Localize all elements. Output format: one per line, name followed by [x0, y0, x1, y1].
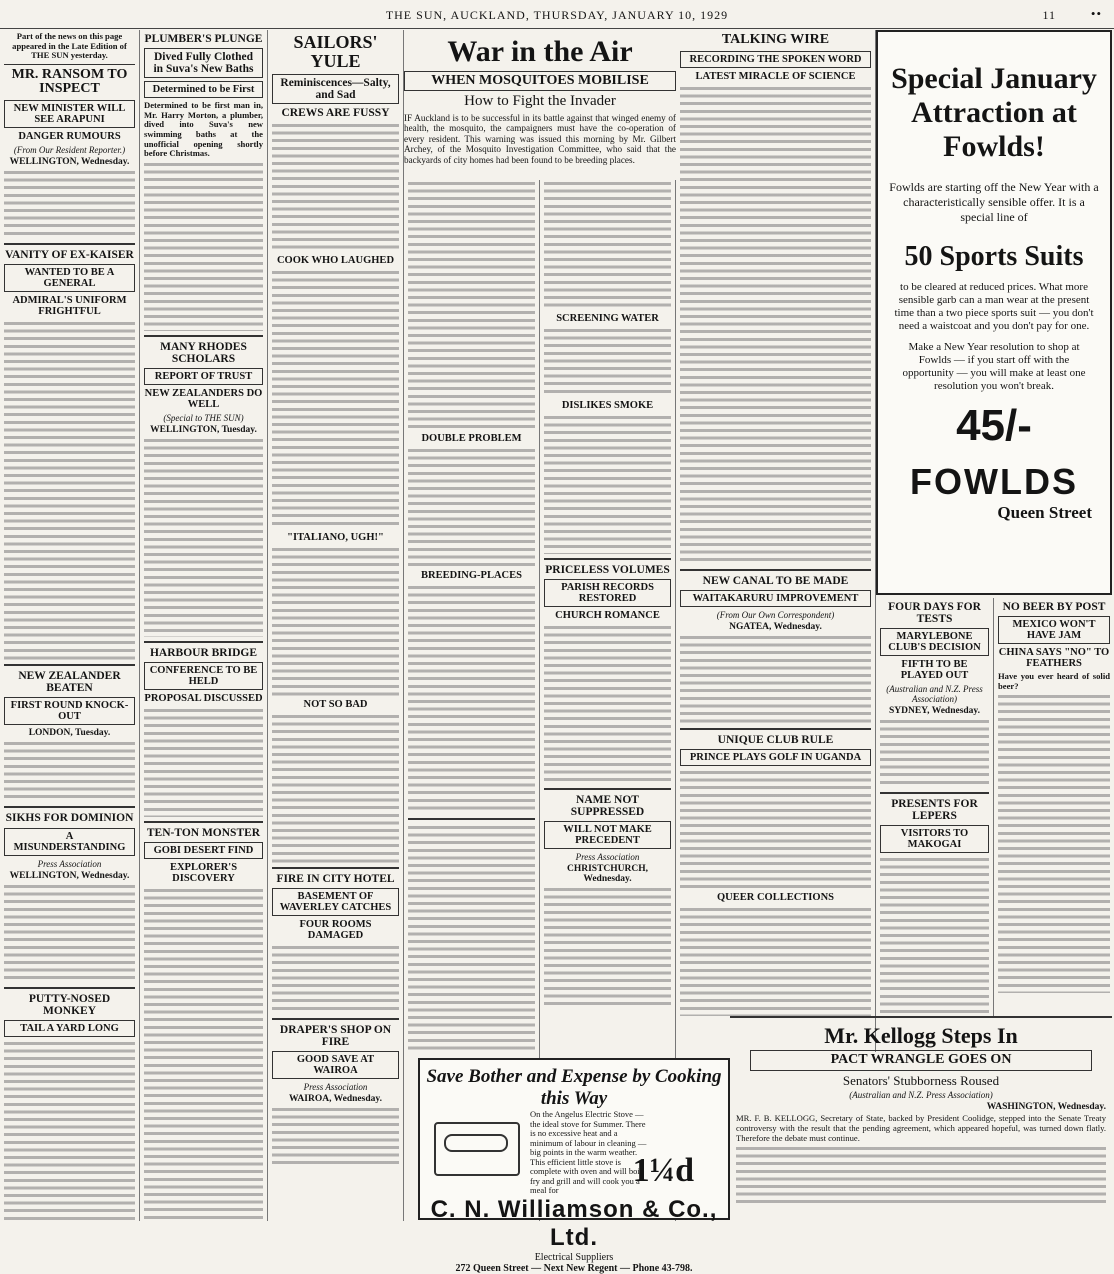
article-sailors-body-3 [272, 546, 399, 696]
williamson-address: 272 Queen Street — Next New Regent — Phone 43-798. [455, 1262, 693, 1274]
article-beer-body [998, 693, 1110, 993]
article-name-headline: NAME NOT SUPPRESSED [570, 794, 645, 819]
article-canal-body [680, 634, 871, 724]
williamson-company: C. N. Williamson & Co., Ltd. [430, 1195, 718, 1251]
article-beer-lead: Have you ever heard of solid beer? [998, 671, 1110, 691]
article-name-dateline: CHRISTCHURCH, Wednesday. [566, 864, 649, 885]
column-7 [876, 598, 994, 1016]
article-kellogg-headline: Mr. Kellogg Steps In [824, 1023, 1018, 1048]
article-kaiser-body [4, 320, 135, 660]
article-boxing-body [4, 740, 135, 802]
article-volumes-subhead: PARISH RECORDS RESTORED [544, 579, 671, 607]
article-tests-subhead: MARYLEBONE CLUB'S DECISION [880, 628, 989, 656]
article-draper-byline: Press Association [303, 1082, 368, 1093]
article-kellogg-body [736, 1145, 1106, 1207]
article-rhodes-subhead: REPORT OF TRUST [144, 368, 263, 385]
feature-body-1 [408, 180, 535, 430]
article-tests-headline: FOUR DAYS FOR TESTS [888, 601, 981, 626]
article-draper-body [272, 1106, 399, 1166]
article-plumber-lead: Determined to be first man in, Mr. Harry Morton, a plumber, dived into Suva's new swimming baths at the unofficial opening shortly before Christmas. [144, 100, 263, 159]
fowlds-price: 45/- [956, 401, 1032, 450]
article-bridge-body [144, 707, 263, 817]
article-hotel-fire-headline: FIRE IN CITY HOTEL [276, 873, 395, 886]
column-3 [268, 30, 404, 1221]
feature-lead: IF Auckland is to be successful in its battle against that winged enemy of health, the mosquito, the campaigners must have the co-operation of every resident. This warning was issued this morning by Mr. Gilbert Archey, of the Mosquito Investigation Committee, who said that the backyards of city homes had been found to be breeding places. [404, 112, 676, 165]
article-golf-subhead: PRINCE PLAYS GOLF IN UGANDA [680, 749, 871, 766]
williamson-trade: Electrical Suppliers [534, 1251, 614, 1263]
fowlds-offer: 50 Sports Suits [904, 241, 1084, 272]
article-kaiser-subhead: WANTED TO BE A GENERAL [4, 264, 135, 292]
article-volumes-subhead2: CHURCH ROMANCE [555, 610, 660, 622]
article-bridge-subhead: CONFERENCE TO BE HELD [144, 662, 263, 690]
article-hotel-fire-body [272, 944, 399, 1014]
article-queer-body [680, 906, 871, 1016]
article-ransom-subhead: NEW MINISTER WILL SEE ARAPUNI [4, 100, 135, 128]
feature-body-3 [408, 584, 535, 814]
article-ransom-body [4, 169, 135, 239]
article-rhodes-headline: MANY RHODES SCHOLARS [160, 340, 247, 365]
fowlds-intro: Fowlds are starting off the New Year with a characteristically sensible offer. It is a special line of [889, 180, 1099, 224]
article-bridge-headline: HARBOUR BRIDGE [149, 646, 258, 659]
article-sailors-body-1 [272, 122, 399, 252]
article-monster-body [144, 887, 263, 1221]
article-lepers-headline: PRESENTS FOR LEPERS [891, 798, 978, 823]
williamson-advertisement[interactable] [418, 1058, 730, 1274]
feature-body-4 [544, 180, 671, 310]
article-monster-headline: TEN-TON MONSTER [146, 827, 261, 840]
article-sikhs-byline: Press Association [37, 858, 102, 869]
article-ransom-headline: MR. RANSOM TO INSPECT [11, 66, 128, 97]
article-draper-subhead: GOOD SAVE AT WAIROA [272, 1051, 399, 1079]
article-wire-body [680, 85, 871, 565]
page-number: 11 [1042, 8, 1056, 22]
article-name-byline: Press Association [575, 852, 640, 863]
article-sikhs-subhead: A MISUNDERSTANDING [4, 828, 135, 856]
article-tests-dateline: SYDNEY, Wednesday. [888, 706, 981, 717]
article-draper-headline: DRAPER'S SHOP ON FIRE [279, 1024, 392, 1049]
article-name-subhead: WILL NOT MAKE PRECEDENT [544, 821, 671, 849]
feature-crosshead-4: BREEDING-PLACES [421, 570, 522, 582]
article-kaiser-subhead2: ADMIRAL'S UNIFORM FRIGHTFUL [12, 295, 127, 318]
article-rhodes-body [144, 437, 263, 637]
column-8 [994, 598, 1114, 1016]
fowlds-resolution: Make a New Year resolution to shop at Fowlds — if you start off with the opportunity — you will make at least one resolution you won't break. [902, 341, 1086, 392]
article-rhodes-subhead2: NEW ZEALANDERS DO WELL [144, 387, 263, 410]
article-monkey-body [4, 1040, 135, 1221]
article-canal-byline: (From Our Own Correspondent) [716, 609, 835, 620]
masthead-title: THE SUN, AUCKLAND, THURSDAY, JANUARY 10, 1929 [385, 8, 729, 22]
article-rhodes-byline: (Special to THE SUN) [163, 412, 244, 423]
article-name-body [544, 886, 671, 1006]
article-monkey-subhead: TAIL A YARD LONG [4, 1020, 135, 1037]
feature-subhead2: How to Fight the Invader [464, 93, 616, 110]
article-plumber-subhead: Dived Fully Clothed in Suva's New Baths [144, 48, 263, 78]
article-boxing-subhead: FIRST ROUND KNOCK-OUT [4, 697, 135, 725]
column-4-filler [408, 824, 535, 1054]
article-wire-subhead2: LATEST MIRACLE OF SCIENCE [695, 70, 856, 82]
article-hotel-fire-subhead: BASEMENT OF WAVERLEY CATCHES [272, 888, 399, 916]
article-golf-body [680, 769, 871, 889]
feature-crosshead-3: DOUBLE PROBLEM [421, 433, 522, 444]
article-lepers-subhead: VISITORS TO MAKOGAI [880, 825, 989, 853]
article-sailors-crosshead-3: NOT SO BAD [303, 699, 368, 710]
feature-headline: War in the Air [447, 35, 633, 68]
article-kellogg-byline: (Australian and N.Z. Press Association) [849, 1090, 993, 1101]
article-boxing-dateline: LONDON, Tuesday. [28, 728, 111, 739]
article-beer-subhead2: CHINA SAYS "NO" TO FEATHERS [998, 647, 1110, 670]
article-sailors-body-4 [272, 713, 399, 863]
article-kellogg-dateline: WASHINGTON, Wednesday. [986, 1102, 1106, 1113]
article-canal-dateline: NGATEA, Wednesday. [729, 621, 822, 632]
williamson-headline: Save Bother and Expense by Cooking this Way [426, 1066, 722, 1109]
column-6 [676, 30, 876, 1052]
article-kellogg [730, 1016, 1112, 1223]
feature-subhead: WHEN MOSQUITOES MOBILISE [404, 71, 676, 92]
article-rhodes-dateline: WELLINGTON, Tuesday. [150, 424, 257, 435]
article-monster-subhead: GOBI DESERT FIND [144, 842, 263, 859]
fowlds-description: to be cleared at reduced prices. What more sensible garb can a man wear at the present time than a two piece sports suit — you don't need a waistcoat and you don't pay for one. [894, 281, 1094, 332]
article-canal-headline: NEW CANAL TO BE MADE [702, 574, 849, 587]
article-beer-subhead: MEXICO WON'T HAVE JAM [998, 616, 1110, 644]
article-kellogg-subhead2: Senators' Stubborness Roused [842, 1072, 1000, 1088]
article-sailors-crosshead-1: COOK WHO LAUGHED [276, 254, 395, 266]
fowlds-headline: Special January Attraction at Fowlds! [891, 62, 1097, 163]
article-plumber-headline: PLUMBER'S PLUNGE [144, 33, 263, 45]
feature-crosshead-1: SCREENING WATER [556, 313, 659, 324]
article-ransom-dateline: WELLINGTON, Wednesday. [9, 157, 130, 168]
article-sikhs-body [4, 883, 135, 983]
feature-body-2 [408, 447, 535, 567]
feature-crosshead-2: DISLIKES SMOKE [561, 400, 654, 412]
article-wire-subhead: RECORDING THE SPOKEN WORD [680, 51, 871, 68]
feature-body-5 [544, 327, 671, 397]
article-monkey-headline: PUTTY-NOSED MONKEY [28, 992, 111, 1017]
article-sailors-body-2 [272, 269, 399, 529]
article-kellogg-subhead: PACT WRANGLE GOES ON [750, 1050, 1092, 1071]
article-monster-subhead2: EXPLORER'S DISCOVERY [169, 862, 238, 885]
fowlds-logo: FOWLDS [910, 461, 1078, 502]
article-draper-dateline: WAIROA, Wednesday. [288, 1094, 382, 1105]
article-bridge-subhead2: PROPOSAL DISCUSSED [144, 693, 263, 705]
masthead [0, 0, 1114, 29]
williamson-body: On the Angelus Electric Stove — the ideal stove for Summer. There is no excessive heat and a minimum of labour in cleaning — big points in the warm weather. This efficient little stove is complete with oven and will boil, fry and grill and will cook you a meal for [530, 1109, 647, 1195]
williamson-price: 1¼d [632, 1152, 694, 1189]
column-2 [140, 30, 268, 1221]
article-sikhs-dateline: WELLINGTON, Wednesday. [9, 870, 130, 881]
article-lepers-body [880, 856, 989, 1016]
late-edition-note: Part of the news on this page appeared in the Late Edition of THE SUN yesterday. [12, 31, 127, 61]
article-sailors-subhead: Reminiscences—Salty, and Sad [272, 74, 399, 104]
fowlds-advertisement[interactable] [876, 30, 1112, 595]
article-plumber-subhead2: Determined to be First [144, 81, 263, 98]
article-ransom-subhead2: DANGER RUMOURS [18, 131, 121, 143]
article-kaiser-headline: VANITY OF EX-KAISER [5, 249, 134, 262]
article-ransom-byline: (From Our Resident Reporter.) [13, 145, 126, 156]
article-golf-headline: UNIQUE CLUB RULE [717, 733, 834, 746]
article-tests-body [880, 718, 989, 788]
article-sailors-crosshead-2: "ITALIANO, UGH!" [287, 531, 384, 543]
article-kellogg-lead: MR. F. B. KELLOGG, Secretary of State, backed by President Coolidge, stepped into the Senate Treaty controversy with the result that the pending agreement, which appeared hopeful, was turned down flatly. Therefore the debate must continue. [736, 1113, 1106, 1143]
feature-header [404, 30, 676, 170]
article-sailors-headline: SAILORS' YULE [293, 32, 378, 71]
stove-illustration [434, 1122, 520, 1176]
fowlds-address: Queen Street [997, 503, 1092, 522]
article-boxing-headline: NEW ZEALANDER BEATEN [18, 670, 121, 695]
article-beer-headline: NO BEER BY POST [1002, 601, 1106, 613]
feature-body-6 [544, 414, 671, 554]
article-hotel-fire-subhead2: FOUR ROOMS DAMAGED [299, 919, 372, 942]
article-volumes-headline: PRICELESS VOLUMES [545, 564, 670, 577]
column-1 [0, 30, 140, 1221]
article-wire-headline: TALKING WIRE [721, 32, 830, 47]
article-queer-headline: QUEER COLLECTIONS [717, 891, 834, 903]
article-volumes-body [544, 624, 671, 784]
article-sailors-subhead2: CREWS ARE FUSSY [281, 106, 390, 119]
article-plumber-body [144, 161, 263, 331]
masthead-mark: •• [1090, 6, 1102, 21]
article-canal-subhead: WAITAKARURU IMPROVEMENT [680, 590, 871, 607]
article-sikhs-headline: SIKHS FOR DOMINION [5, 812, 134, 825]
article-tests-byline: (Australian and N.Z. Press Association) [886, 684, 983, 705]
article-tests-subhead2: FIFTH TO BE PLAYED OUT [900, 659, 969, 682]
